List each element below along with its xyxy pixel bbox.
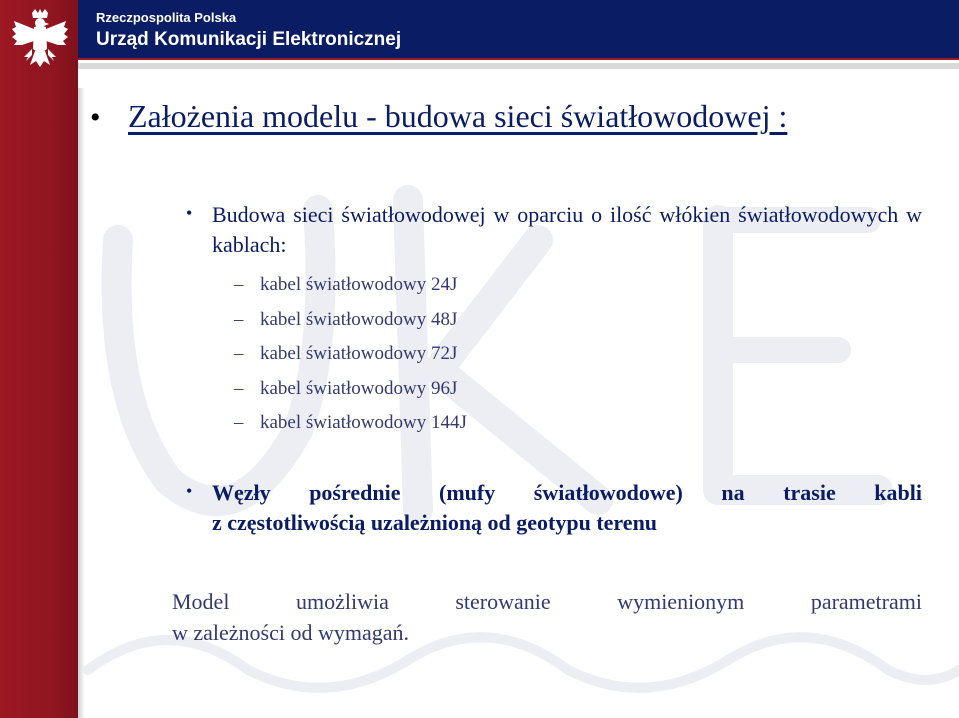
bullet-marker-1: • xyxy=(186,203,193,223)
list-item: – kabel światłowodowy 144J xyxy=(234,412,467,433)
list-item: – kabel światłowodowy 48J xyxy=(234,308,458,330)
bullet-marker-2: • xyxy=(186,481,193,501)
left-strip-shadow xyxy=(78,88,85,718)
cable-list xyxy=(234,268,734,441)
header-red-line xyxy=(78,58,959,60)
bullet-fiber-count: Budowa sieci światłowodowej w oparciu o ilość włókien światłowodowych w kablach: xyxy=(212,202,922,257)
org-name-small: Rzeczpospolita Polska xyxy=(96,10,237,25)
slide-title-row xyxy=(90,98,930,135)
white-eagle-emblem-icon xyxy=(10,9,70,77)
header xyxy=(0,0,959,58)
left-red-strip xyxy=(0,0,78,718)
slide-title: Założenia modelu - budowa sieci światłowodowej : xyxy=(128,98,788,134)
title-bullet: • xyxy=(90,101,101,134)
bullet-intermediate-nodes: Węzły pośrednie (mufy światłowodowe) na trasie kabli z częstotliwością uzależnioną od geotypu terenu xyxy=(212,480,922,535)
model-note: Model umożliwia sterowanie wymienionym parametrami w zależności od wymagań. xyxy=(172,589,922,645)
list-item: – kabel światłowodowy 24J xyxy=(234,274,458,295)
org-name-large: Urząd Komunikacji Elektronicznej xyxy=(96,29,402,50)
list-item: – kabel światłowodowy 96J xyxy=(234,377,458,399)
header-gray-line xyxy=(78,63,959,69)
list-item: – kabel światłowodowy 72J xyxy=(234,343,458,364)
